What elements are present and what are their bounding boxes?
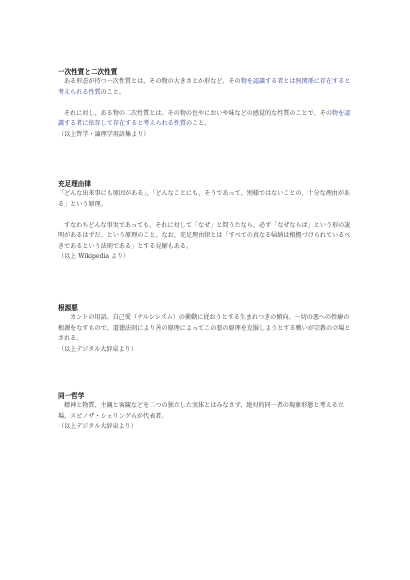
paragraph: すなわちどんな事実であっても、それに対して「なぜ」と問うたなら、必ず「なぜならば」という形の説明があるはずだ、という原理のこと。なお、充足理由律とは「すべての真なる帰納は根拠づけられているべきであるという法則である」とする見解もある。 [58, 221, 351, 250]
section-heading: 一次性質と二次性質 [58, 68, 118, 76]
paragraph-text: のこと。 [100, 88, 126, 96]
paragraph [58, 109, 354, 130]
paragraph [58, 77, 354, 98]
section-primary-secondary-qualities [58, 68, 354, 140]
source-note: （以上 Wikipedia より） [58, 253, 130, 260]
paragraph-text: それに対し、ある物の二次性質とは、その物の色やにおいや味などの感覚的な性質のことで、その [64, 109, 333, 117]
paragraph: 「どんな出来事にも原因がある」、「どんなことにも、そうであって、別様ではないことの、十分な理由がある」という原理。 [58, 190, 351, 208]
section-identity-philosophy [58, 392, 354, 433]
paragraph-text: ある形态が持つ一次性質とは、その物の大きさとか形など、その [64, 78, 241, 85]
highlighted-text: 物を認識する者に依存して存在すると考えられる性質 [58, 109, 351, 127]
paragraph: 精神と物質、主観と客観などを二つの独立した実体とはみなさず、絶対的同一者の現象形態と考える立場。スピノザ・シェリングらが代表者。 [58, 402, 344, 420]
source-note: （以上デジタル大辞泉より） [58, 345, 137, 353]
section-heading: 充足理由律 [58, 180, 91, 188]
section-heading: 同一哲学 [58, 392, 85, 400]
highlighted-text: 物を認識する者とは無関係に存在すると考えられる性質 [58, 78, 351, 96]
paragraph-text: のこと。 [185, 120, 211, 127]
section-principle-sufficient-reason [58, 180, 354, 263]
source-note: （以上デジタル大辞泉より） [58, 423, 137, 430]
section-radical-evil [58, 304, 354, 355]
source-note: （以上哲学・論理学用語集より） [58, 130, 150, 138]
paragraph: カントの用語。自己愛（ナルシシズム）の衝動に従おうとする生まれつきの傾向。一切の悪への性癖の根源をなすもので、道徳法則により善の原理によってこの悪の原理を克服しようとする戦いが宗教の立場とされる。 [58, 314, 351, 342]
section-heading: 根源悪 [58, 304, 78, 312]
